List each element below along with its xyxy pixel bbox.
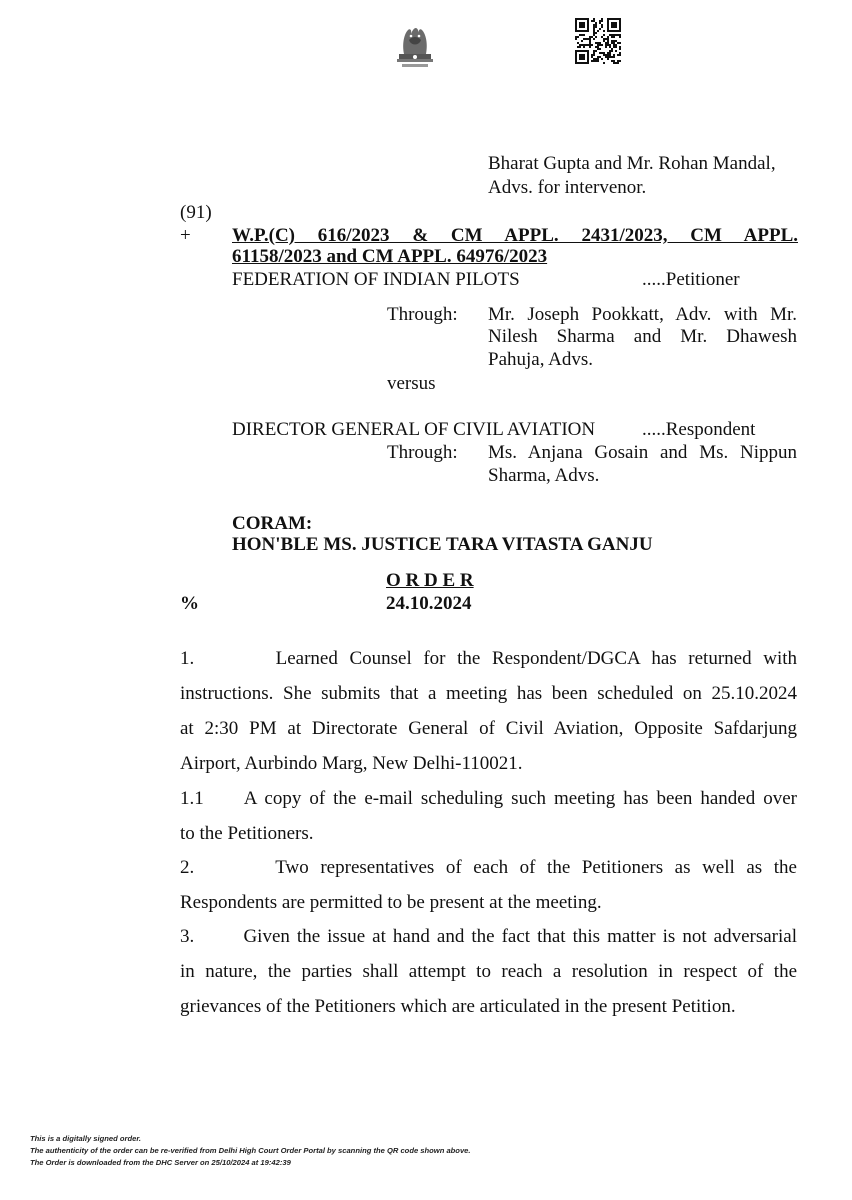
paragraph-2 bbox=[180, 850, 797, 920]
respondent-counsel-line-2: Sharma, Advs. bbox=[488, 465, 600, 486]
coram-label: CORAM: bbox=[232, 513, 313, 534]
intervenor-counsel-line-2: Advs. for intervenor. bbox=[488, 177, 647, 198]
intervenor-counsel-line-1: Bharat Gupta and Mr. Rohan Mandal, bbox=[488, 153, 776, 174]
paragraph-line: to the Petitioners. bbox=[180, 823, 314, 844]
respondent-name: DIRECTOR GENERAL OF CIVIL AVIATION bbox=[232, 419, 596, 440]
respondent-role: .....Respondent bbox=[642, 419, 756, 440]
case-title-line-2: 61158/2023 and CM APPL. 64976/2023 bbox=[232, 246, 548, 267]
qr-code-icon bbox=[575, 18, 621, 64]
paragraph-line: in nature, the parties shall attempt to reach a resolution in respect of the bbox=[180, 961, 797, 982]
paragraph-line: 1. Learned Counsel for the Respondent/DGCA has returned with bbox=[180, 648, 797, 669]
paragraph-line: Respondents are permitted to be present at the meeting. bbox=[180, 892, 602, 913]
digital-signature-footer bbox=[30, 1133, 830, 1169]
state-emblem-icon bbox=[390, 18, 440, 72]
paragraph-line: grievances of the Petitioners which are articulated in the present Petition. bbox=[180, 996, 736, 1017]
petitioner-counsel-line-2: Nilesh Sharma and Mr. Dhawesh bbox=[488, 326, 797, 347]
footer-line-1: This is a digitally signed order. bbox=[30, 1134, 141, 1143]
petitioner-name: FEDERATION OF INDIAN PILOTS bbox=[232, 269, 520, 290]
respondent-counsel-line-1: Ms. Anjana Gosain and Ms. Nippun bbox=[488, 442, 797, 463]
order-date: 24.10.2024 bbox=[386, 593, 472, 614]
versus-label: versus bbox=[387, 373, 436, 394]
item-number: (91) bbox=[180, 202, 212, 223]
paragraph-1 bbox=[180, 641, 797, 781]
paragraph-line: 1.1 A copy of the e-mail scheduling such meeting has been handed over bbox=[180, 788, 797, 809]
paragraph-line: at 2:30 PM at Directorate General of Civil Aviation, Opposite Safdarjung bbox=[180, 718, 797, 739]
petitioner-counsel-line-1: Mr. Joseph Pookkatt, Adv. with Mr. bbox=[488, 304, 797, 325]
percent-marker: % bbox=[180, 593, 199, 614]
paragraph-line: Airport, Aurbindo Marg, New Delhi-110021. bbox=[180, 753, 523, 774]
paragraph-line: 3. Given the issue at hand and the fact that this matter is not adversarial bbox=[180, 926, 797, 947]
footer-line-2: The authenticity of the order can be re-verified from Delhi High Court Order Portal by scanning the QR code shown above. bbox=[30, 1146, 471, 1155]
respondent-through-label: Through: bbox=[387, 442, 458, 463]
plus-marker: + bbox=[180, 225, 191, 246]
footer-line-3: The Order is downloaded from the DHC Server on 25/10/2024 at 19:42:39 bbox=[30, 1158, 291, 1167]
petitioner-counsel-line-3: Pahuja, Advs. bbox=[488, 349, 594, 370]
paragraph-line: instructions. She submits that a meeting has been scheduled on 25.10.2024 bbox=[180, 683, 797, 704]
order-heading: O R D E R bbox=[386, 570, 474, 591]
petitioner-through-label: Through: bbox=[387, 304, 458, 325]
paragraph-1-1 bbox=[180, 781, 797, 851]
coram-judge: HON'BLE MS. JUSTICE TARA VITASTA GANJU bbox=[232, 534, 653, 555]
paragraph-3 bbox=[180, 919, 797, 1024]
paragraph-line: 2. Two representatives of each of the Petitioners as well as the bbox=[180, 857, 797, 878]
case-title-line-1: W.P.(C) 616/2023 & CM APPL. 2431/2023, CM APPL. bbox=[232, 225, 798, 246]
petitioner-role: .....Petitioner bbox=[642, 269, 740, 290]
